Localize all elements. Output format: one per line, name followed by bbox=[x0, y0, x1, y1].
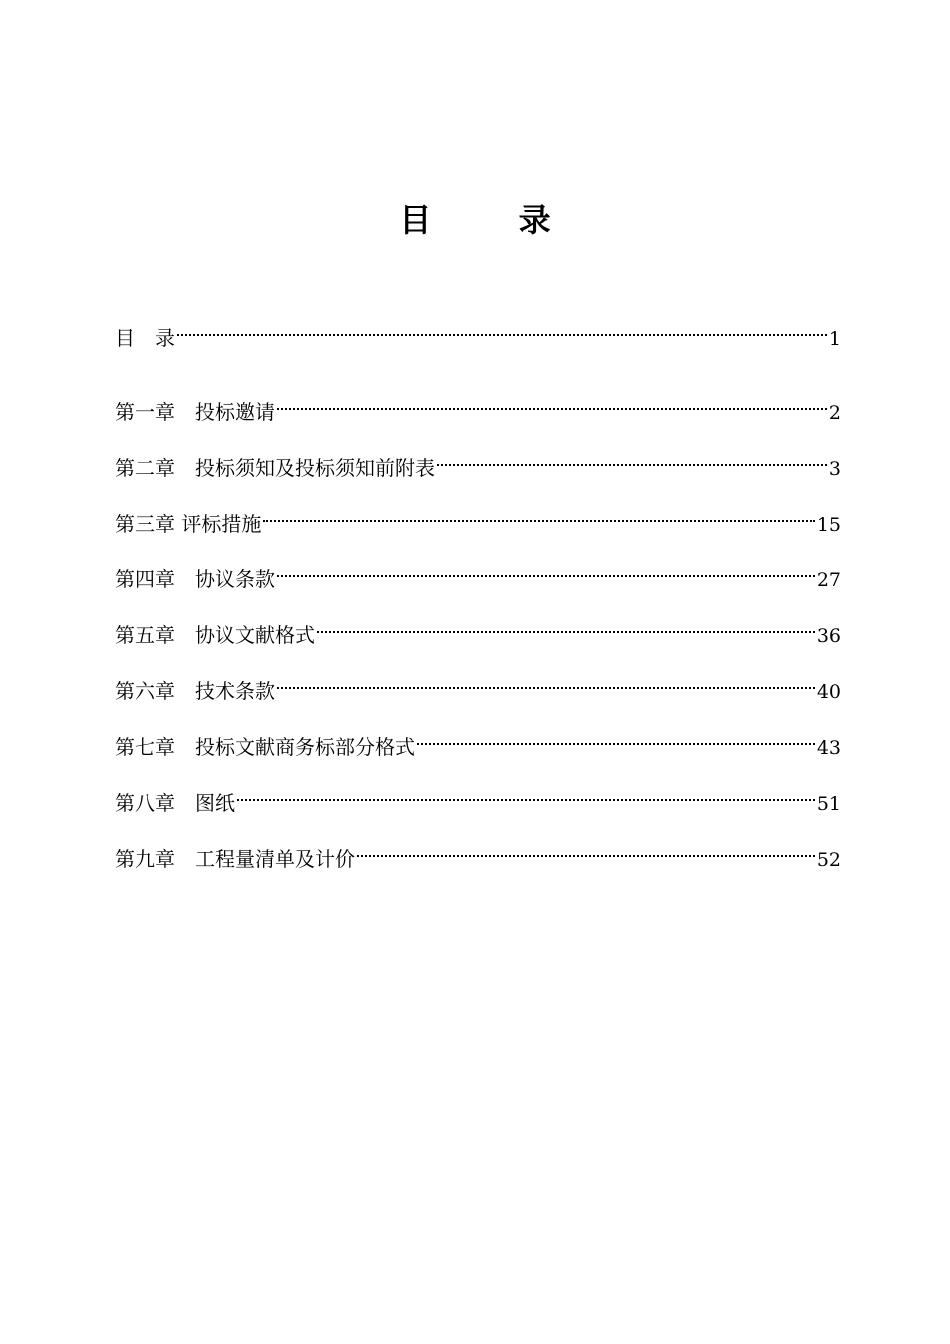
toc-page-number: 52 bbox=[816, 849, 841, 871]
toc-dot-leader bbox=[275, 668, 817, 698]
toc-entry-label: 第八章 图纸 bbox=[115, 791, 235, 815]
toc-page-number: 3 bbox=[828, 458, 841, 480]
toc-entry[interactable] bbox=[115, 501, 841, 536]
toc-entry[interactable] bbox=[115, 780, 841, 815]
toc-dot-leader bbox=[435, 445, 829, 475]
toc-page-number: 2 bbox=[828, 402, 841, 424]
toc-page-number: 15 bbox=[816, 514, 841, 536]
toc-dot-leader bbox=[235, 780, 817, 810]
toc-page-number: 43 bbox=[816, 737, 841, 759]
toc-entry[interactable] bbox=[115, 389, 841, 424]
toc-entry[interactable] bbox=[115, 612, 841, 647]
toc-dot-leader bbox=[175, 315, 829, 345]
toc-page-number: 51 bbox=[816, 793, 841, 815]
toc-dot-leader bbox=[415, 724, 817, 754]
toc-entry-label: 第九章 工程量清单及计价 bbox=[115, 847, 355, 871]
toc-page-number: 40 bbox=[816, 681, 841, 703]
toc-entry[interactable] bbox=[115, 724, 841, 759]
toc-entry[interactable] bbox=[115, 668, 841, 703]
page-title: 目 录 bbox=[399, 201, 589, 239]
toc-entry-label: 第二章 投标须知及投标须知前附表 bbox=[115, 456, 435, 480]
toc-entry[interactable] bbox=[115, 445, 841, 480]
toc-page-number: 1 bbox=[828, 328, 841, 350]
toc-entry[interactable] bbox=[115, 315, 841, 350]
toc-dot-leader bbox=[355, 836, 817, 866]
toc-entry-label: 第六章 技术条款 bbox=[115, 679, 275, 703]
toc-entry-label: 第一章 投标邀请 bbox=[115, 400, 275, 424]
toc-page-number: 36 bbox=[816, 625, 841, 647]
toc-entry-label: 目 录 bbox=[115, 326, 175, 350]
toc-entry[interactable] bbox=[115, 556, 841, 591]
toc-dot-leader bbox=[275, 389, 829, 419]
toc-entry-label: 第四章 协议条款 bbox=[115, 567, 275, 591]
toc-page-number: 27 bbox=[816, 569, 841, 591]
toc-dot-leader bbox=[261, 501, 816, 531]
toc-entry-label: 第五章 协议文献格式 bbox=[115, 623, 315, 647]
toc-dot-leader bbox=[315, 612, 817, 642]
toc-entry-label: 第七章 投标文献商务标部分格式 bbox=[115, 735, 415, 759]
toc-entry[interactable] bbox=[115, 836, 841, 871]
toc-entry-label: 第三章 评标措施 bbox=[115, 512, 262, 536]
toc-dot-leader bbox=[275, 556, 817, 586]
